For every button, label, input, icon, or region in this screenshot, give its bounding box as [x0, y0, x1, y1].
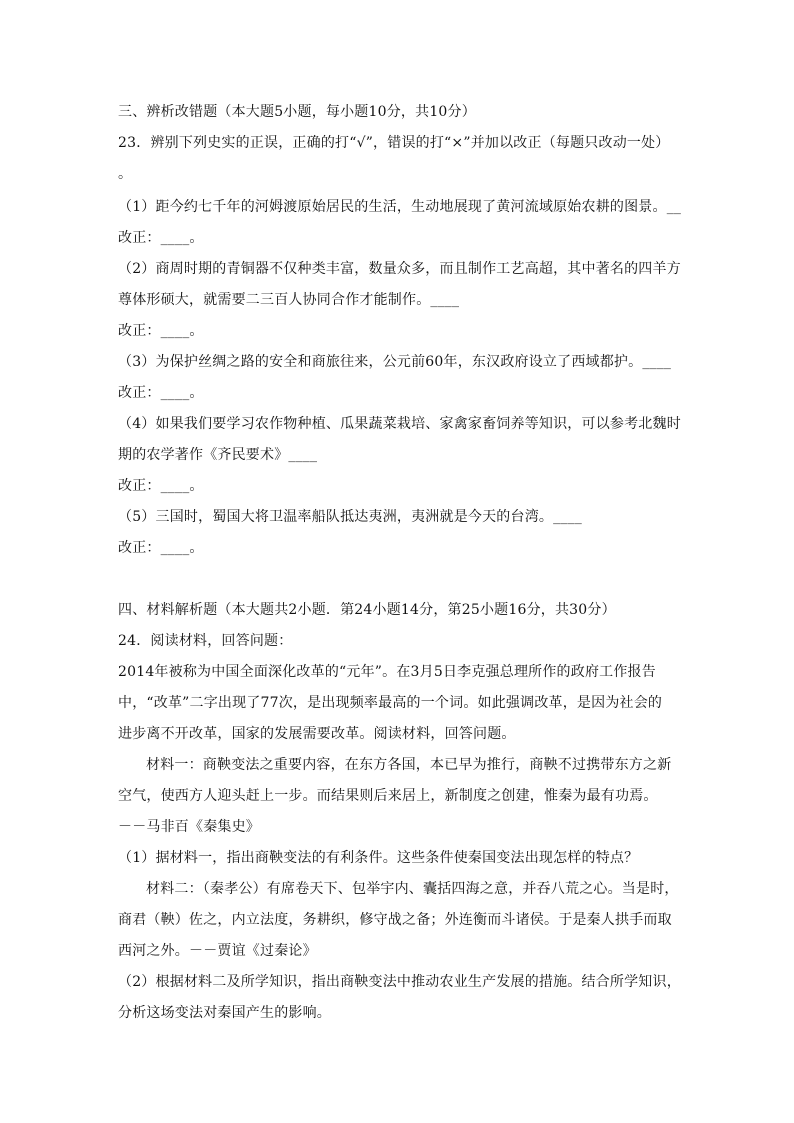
q23-item2-line2: 尊体形硕大，就需要二三百人协同合作才能制作。____ — [118, 292, 460, 308]
q24-intro-line2: 中，“改革”二字出现了77次，是出现频率最高的一个词。如此强调改革，是因为社会的 — [118, 695, 663, 711]
material2-line2: 商君（鞅）佐之，内立法度，务耕织，修守战之备；外连衡而斗诸侯。于是秦人拱手而取 — [118, 912, 672, 928]
q23-item3: （3）为保护丝绸之路的安全和商旅往来，公元前60年，东汉政府设立了西域都护。____ — [118, 354, 672, 370]
q23-item1-fix: 改正：____。 — [118, 230, 204, 246]
q23-item4-line2: 期的农学著作《齐民要术》____ — [118, 447, 318, 463]
material1-source: －－马非百《秦集史》 — [118, 819, 260, 835]
q24-title: 24．阅读材料，回答问题： — [118, 633, 293, 649]
material2-line1: 材料二：（秦孝公）有席卷天下、包举宇内、囊括四海之意，并吞八荒之心。当是时， — [146, 881, 679, 897]
material1-line2: 空气，使西方人迎头赶上一步。而结果则后来居上，新制度之创建，惟秦为最有功焉。 — [118, 788, 658, 804]
q23-item5-fix: 改正：____。 — [118, 540, 204, 556]
q24-intro-line3: 进步离不开改革，国家的发展需要改革。阅读材料，回答问题。 — [118, 726, 516, 742]
section4-heading: 四、材料解析题（本大题共2小题．第24小题14分，第25小题16分，共30分） — [118, 602, 616, 618]
q23-item2-line1: （2）商周时期的青铜器不仅种类丰富，数量众多，而且制作工艺高超，其中著名的四羊方 — [118, 261, 681, 277]
q24-question2-line1: （2）根据材料二及所学知识，指出商鞅变法中推动农业生产发展的措施。结合所学知识， — [118, 974, 681, 990]
q24-intro-line1: 2014年被称为中国全面深化改革的“元年”。在3月5日李克强总理所作的政府工作报告 — [118, 664, 656, 680]
q23-item5: （5）三国时，蜀国大将卫温率船队抵达夷洲，夷洲就是今天的台湾。____ — [118, 509, 582, 525]
q23-item4-fix: 改正：____。 — [118, 478, 204, 494]
material1-line1: 材料一：商鞅变法之重要内容，在东方各国，本已早为推行，商鞅不过携带东方之新 — [146, 757, 672, 773]
q24-question2-line2: 分析这场变法对秦国产生的影响。 — [118, 1005, 331, 1021]
material2-line3: 西河之外。－－贾谊《过秦论》 — [118, 943, 317, 959]
q23-item3-fix: 改正：____。 — [118, 385, 204, 401]
q24-question1: （1）据材料一，指出商鞅变法的有利条件。这些条件使秦国变法出现怎样的特点？ — [118, 850, 639, 866]
q23-item2-fix: 改正：____。 — [118, 323, 204, 339]
q23-item4-line1: （4）如果我们要学习农作物种植、瓜果蔬菜栽培、家禽家畜饲养等知识，可以参考北魏时 — [118, 416, 681, 432]
q23-intro-line1: 23．辨别下列史实的正误，正确的打“√”，错误的打“×”并加以改正（每题只改动一处） — [118, 135, 670, 151]
q23-item1: （1）距今约七千年的河姆渡原始居民的生活，生动地展现了黄河流域原始农耕的图景。__ — [118, 199, 682, 215]
q23-intro-line2: 。 — [118, 166, 133, 182]
section3-heading: 三、辨析改错题（本大题5小题，每小题10分，共10分） — [118, 104, 476, 120]
